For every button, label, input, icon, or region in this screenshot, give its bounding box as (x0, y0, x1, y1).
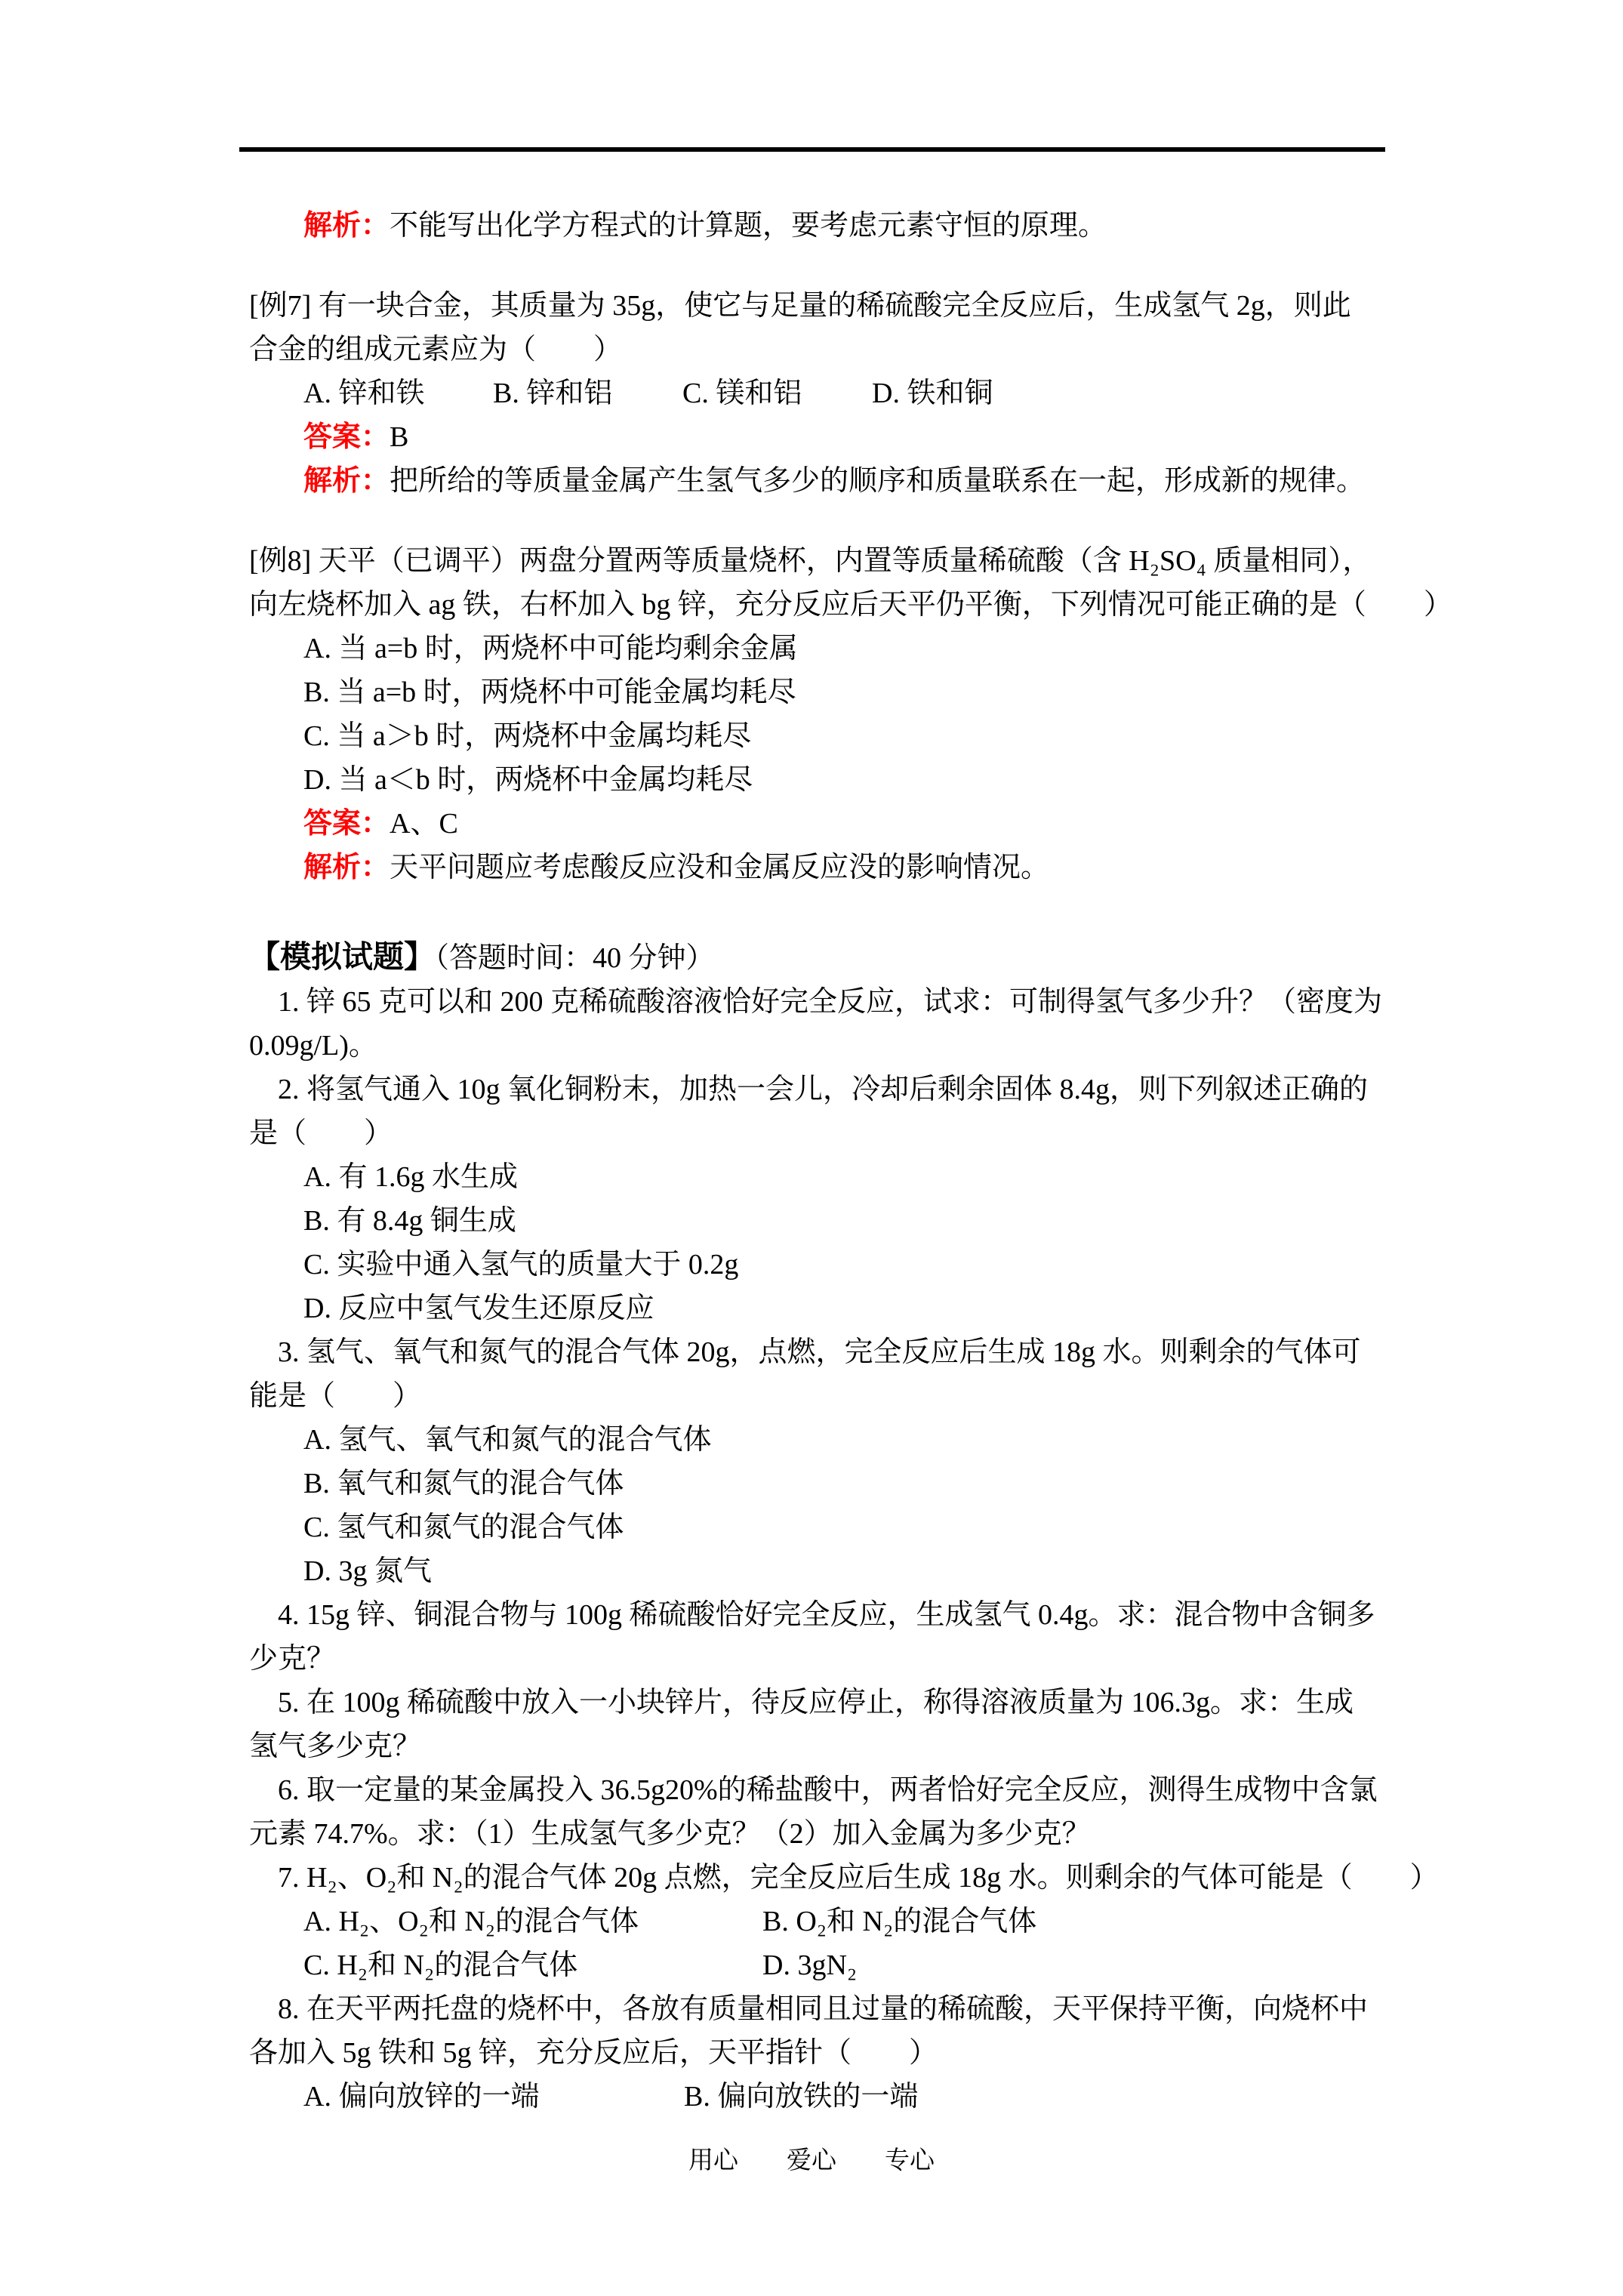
question1-line1: 1. 锌 65 克可以和 200 克稀硫酸溶液恰好完全反应，试求：可制得氢气多少升？（密度为 (278, 986, 1383, 1018)
mock-test-time-note: （答题时间：40 分钟） (435, 942, 715, 974)
question7-line1: 7. H₂、O₂和 N₂的混合气体 20g 点燃，完全反应后生成 18g 水。则剩余的气体可能是（ ） (278, 1862, 1439, 1894)
option-c: C. H₂和 N₂的混合气体 (303, 1949, 578, 1981)
question8-line2: 各加入 5g 铁和 5g 锌，充分反应后，天平指针（ ） (249, 2037, 938, 2069)
mock-test-title: 【模拟试题】 (249, 939, 435, 974)
question4-line2: 少克？ (249, 1643, 336, 1675)
question7-options-row1 (249, 1900, 1385, 1943)
question5-line2: 氢气多少克？ (249, 1730, 422, 1762)
question1-line2: 0.09g/L)。 (249, 1030, 377, 1062)
question3-line2: 能是（ ） (249, 1380, 422, 1412)
example7-question-line1: [例7] 有一块合金，其质量为 35g，使它与足量的稀硫酸完全反应后，生成氢气 2g，则此 (249, 290, 1351, 322)
question8-line1: 8. 在天平两托盘的烧杯中，各放有质量相同且过量的稀硫酸，天平保持平衡，向烧杯中 (278, 1993, 1369, 2025)
example8-option-c: C. 当 a＞b 时，两烧杯中金属均耗尽 (303, 720, 752, 752)
footer-word-1: 用心 (688, 2147, 738, 2174)
question2-option-c: C. 实验中通入氢气的质量大于 0.2g (303, 1249, 739, 1281)
question2-line2: 是（ ） (249, 1117, 393, 1149)
question3-option-a: A. 氢气、氧气和氮气的混合气体 (303, 1424, 712, 1456)
spacer (249, 889, 1385, 935)
option-a: A. 锌和铁 (303, 378, 425, 409)
question5-line1: 5. 在 100g 稀硫酸中放入一小块锌片，待反应停止，称得溶液质量为 106.3g。求：生成 (278, 1687, 1354, 1718)
analysis-text: 不能写出化学方程式的计算题，要考虑元素守恒的原理。 (390, 210, 1107, 242)
example8-question-line2: 向左烧杯加入 ag 铁，右杯加入 bg 锌，充分反应后天平仍平衡，下列情况可能正确的是（ ） (249, 589, 1452, 621)
spacer (249, 248, 1385, 284)
example7-question-line2: 合金的组成元素应为（ ） (249, 334, 623, 365)
spacer (249, 503, 1385, 539)
example7-answer-line (249, 415, 1385, 459)
option-b: B. 锌和铝 (493, 378, 613, 409)
answer-label: 答案： (303, 808, 390, 840)
option-b: B. 偏向放铁的一端 (684, 2081, 919, 2113)
analysis-text: 天平问题应考虑酸反应没和金属反应没的影响情况。 (390, 852, 1050, 883)
analysis-label: 解析： (303, 210, 390, 242)
answer-text: A、C (390, 808, 458, 840)
analysis-label: 解析： (303, 465, 390, 497)
analysis-text: 把所给的等质量金属产生氢气多少的顺序和质量联系在一起，形成新的规律。 (390, 465, 1366, 497)
example8-answer-line (249, 802, 1385, 846)
question3-option-c: C. 氢气和氮气的混合气体 (303, 1512, 624, 1543)
answer-label: 答案： (303, 421, 390, 453)
question3-option-b: B. 氧气和氮气的混合气体 (303, 1468, 624, 1499)
example6-analysis-line (249, 204, 1385, 248)
question8-options-row (249, 2075, 1385, 2119)
question3-line1: 3. 氢气、氧气和氮气的混合气体 20g，点燃，完全反应后生成 18g 水。则剩余的气体可 (278, 1336, 1361, 1368)
question2-line1: 2. 将氢气通入 10g 氧化铜粉末，加热一会儿，冷却后剩余固体 8.4g，则下列叙述正确的 (278, 1074, 1369, 1105)
example7-options-row (249, 371, 1385, 415)
question2-option-a: A. 有 1.6g 水生成 (303, 1161, 518, 1193)
mock-test-heading-line (249, 935, 1385, 980)
header-rule (239, 147, 1385, 152)
question2-option-b: B. 有 8.4g 铜生成 (303, 1205, 516, 1237)
option-d: D. 铁和铜 (872, 378, 993, 409)
question6-line2: 元素 74.7%。求：（1）生成氢气多少克？（2）加入金属为多少克？ (249, 1818, 1091, 1850)
option-c: C. 镁和铝 (682, 378, 802, 409)
option-b: B. O₂和 N₂的混合气体 (762, 1906, 1037, 1937)
option-a: A. H₂、O₂和 N₂的混合气体 (303, 1906, 639, 1937)
option-a: A. 偏向放锌的一端 (303, 2081, 540, 2113)
answer-text: B (390, 421, 409, 453)
question3-option-d: D. 3g 氮气 (303, 1555, 432, 1587)
question2-option-d: D. 反应中氢气发生还原反应 (303, 1293, 654, 1324)
footer-word-3: 专心 (885, 2147, 935, 2174)
example8-option-b: B. 当 a=b 时，两烧杯中可能金属均耗尽 (303, 676, 796, 708)
page-footer (0, 2146, 1623, 2176)
footer-word-2: 爱心 (787, 2147, 836, 2174)
example8-analysis-line (249, 846, 1385, 889)
example7-analysis-line (249, 459, 1385, 503)
option-d: D. 3gN₂ (762, 1949, 858, 1981)
example8-option-d: D. 当 a＜b 时，两烧杯中金属均耗尽 (303, 764, 753, 796)
question4-line1: 4. 15g 锌、铜混合物与 100g 稀硫酸恰好完全反应，生成氢气 0.4g。求：混合物中含铜多 (278, 1599, 1375, 1631)
example8-option-a: A. 当 a=b 时，两烧杯中可能均剩余金属 (303, 633, 798, 664)
document-body (249, 204, 1452, 2119)
example8-question-line1: [例8] 天平（已调平）两盘分置两等质量烧杯，内置等质量稀硫酸（含 H₂SO₄ 质量相同）， (249, 545, 1372, 577)
question7-options-row2 (249, 1943, 1385, 1987)
analysis-label: 解析： (303, 852, 390, 883)
question6-line1: 6. 取一定量的某金属投入 36.5g20%的稀盐酸中，两者恰好完全反应，测得生成物中含氯 (278, 1774, 1378, 1806)
